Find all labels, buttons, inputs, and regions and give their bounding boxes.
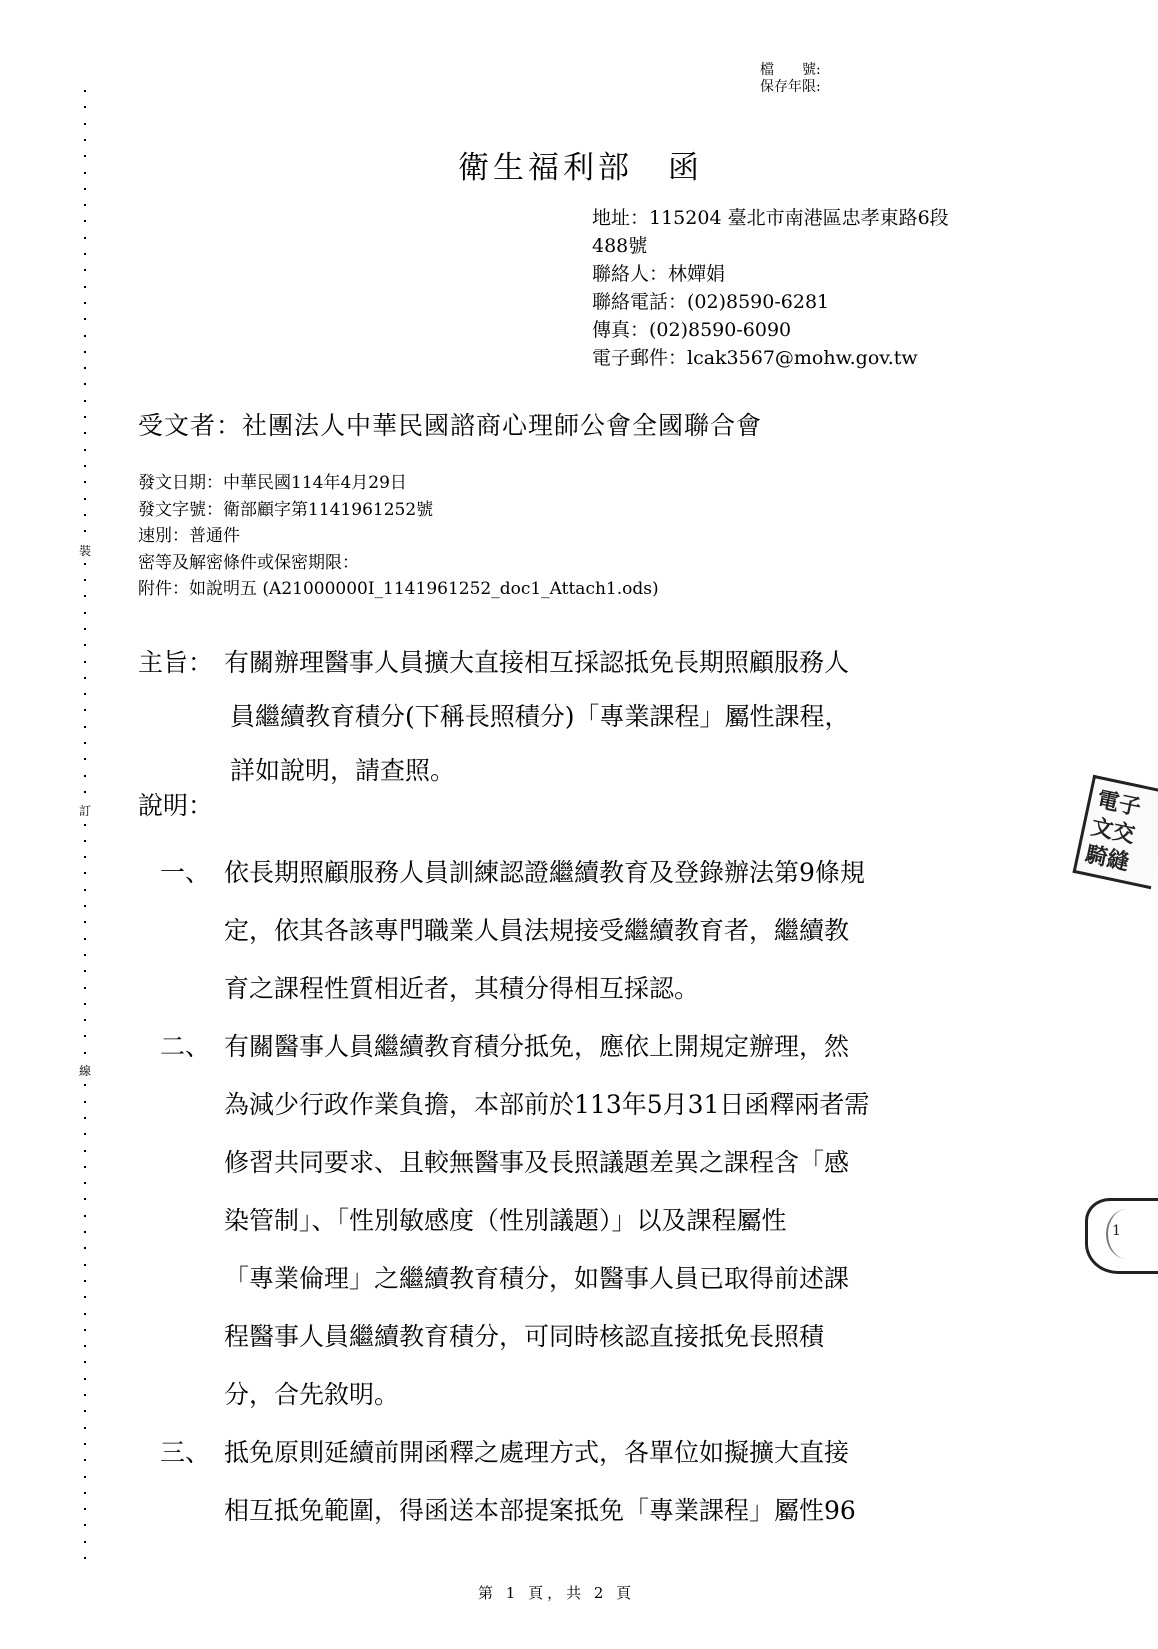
margin-dot	[84, 1524, 86, 1526]
margin-dot	[84, 775, 86, 777]
subject	[138, 636, 850, 798]
margin-dot	[84, 726, 86, 728]
margin-dot	[84, 1101, 86, 1103]
stamp-text-line: 電子	[1094, 786, 1144, 822]
item-number: 二、	[160, 1032, 211, 1061]
item-number: 三、	[160, 1438, 211, 1467]
margin-dot	[84, 595, 86, 597]
item-line: 程醫事人員繼續教育積分，可同時核認直接抵免長照積	[224, 1322, 825, 1351]
electronic-seal-stamp	[1072, 775, 1158, 889]
margin-dot	[84, 1541, 86, 1543]
subject-line-1: 有關辦理醫事人員擴大直接相互採認抵免長期照顧服務人	[224, 648, 850, 677]
margin-dot	[84, 579, 86, 581]
contact-info	[592, 204, 949, 372]
margin-dot	[84, 1247, 86, 1249]
margin-dot	[84, 742, 86, 744]
document-number: 發文字號：衛部顧字第1141961252號	[138, 499, 434, 520]
margin-dot	[84, 954, 86, 956]
margin-dot	[84, 1296, 86, 1298]
margin-dot	[84, 1215, 86, 1217]
margin-dot	[84, 677, 86, 679]
margin-dot	[84, 530, 86, 532]
perforation-seal-icon	[1085, 1198, 1158, 1274]
confidentiality: 密等及解密條件或保密期限：	[138, 552, 359, 573]
margin-dot	[84, 269, 86, 271]
address-line-1: 地址：115204 臺北市南港區忠孝東路6段	[592, 207, 949, 229]
margin-dot	[84, 612, 86, 614]
explanation-items	[160, 844, 1020, 1540]
item-line: 定，依其各該專門職業人員法規接受繼續教育者，繼續教	[224, 916, 850, 945]
margin-dot	[84, 1459, 86, 1461]
margin-dot	[84, 1150, 86, 1152]
margin-dot	[84, 188, 86, 190]
margin-dot	[84, 514, 86, 516]
margin-dot	[84, 1264, 86, 1266]
margin-dot	[84, 905, 86, 907]
explanation-item-1	[160, 844, 1020, 1018]
margin-dot	[84, 1133, 86, 1135]
stamp-text-line: 文交	[1088, 813, 1138, 849]
margin-dot	[84, 237, 86, 239]
address-line-2: 488號	[592, 235, 648, 257]
margin-dot	[84, 1508, 86, 1510]
margin-dot	[84, 220, 86, 222]
margin-dot	[84, 1084, 86, 1086]
margin-dot	[84, 253, 86, 255]
margin-dot	[84, 400, 86, 402]
contact-email: 電子郵件：lcak3567@mohw.gov.tw	[592, 347, 918, 369]
margin-dot	[84, 351, 86, 353]
margin-dot	[84, 449, 86, 451]
margin-dot	[84, 661, 86, 663]
margin-dot	[84, 1035, 86, 1037]
margin-dot	[84, 498, 86, 500]
recipient: 受文者：社團法人中華民國諮商心理師公會全國聯合會	[138, 411, 763, 440]
margin-dot	[84, 1443, 86, 1445]
item-line: 染管制」、「性別敏感度（性別議題）」以及課程屬性	[224, 1206, 787, 1235]
margin-dot	[84, 1280, 86, 1282]
explanation-item-3	[160, 1424, 1020, 1540]
margin-dot	[84, 970, 86, 972]
item-line: 依長期照顧服務人員訓練認證繼續教育及登錄辦法第9條規	[224, 858, 865, 887]
margin-dot	[84, 1166, 86, 1168]
margin-dot	[84, 872, 86, 874]
subject-label: 主旨：	[138, 648, 214, 677]
margin-dot	[84, 204, 86, 206]
binding-mark-zhuang: 裝	[75, 542, 95, 559]
binding-margin	[78, 90, 91, 1560]
margin-dot	[84, 383, 86, 385]
margin-dot	[84, 286, 86, 288]
margin-dot	[84, 1394, 86, 1396]
margin-dot	[84, 628, 86, 630]
margin-dot	[84, 139, 86, 141]
margin-dot	[84, 1492, 86, 1494]
priority: 速別：普通件	[138, 526, 240, 546]
page-indicator: 第 1 頁，共 2 頁	[478, 1584, 636, 1602]
subject-line-2: 員繼續教育積分(下稱長照積分)「專業課程」屬性課程，	[230, 702, 850, 731]
attachment: 附件：如說明五 (A21000000I_1141961252_doc1_Attach1.ods)	[138, 579, 659, 599]
margin-dot	[84, 318, 86, 320]
item-line: 為減少行政作業負擔，本部前於113年5月31日函釋兩者需	[224, 1090, 870, 1119]
margin-dot	[84, 1427, 86, 1429]
binding-mark-ding: 訂	[75, 802, 95, 819]
item-line: 育之課程性質相近者，其積分得相互採認。	[224, 974, 700, 1003]
binding-mark-xian: 線	[75, 1062, 95, 1079]
margin-dot	[84, 824, 86, 826]
margin-dot	[84, 1313, 86, 1315]
margin-dot	[84, 90, 86, 92]
margin-dot	[84, 856, 86, 858]
margin-dot	[84, 1476, 86, 1478]
issue-date: 發文日期：中華民國114年4月29日	[138, 473, 407, 493]
margin-dot	[84, 1557, 86, 1559]
margin-dot	[84, 987, 86, 989]
margin-dot	[84, 1345, 86, 1347]
explanation-item-2	[160, 1018, 1020, 1424]
contact-phone: 聯絡電話：(02)8590-6281	[592, 291, 830, 313]
margin-dot	[84, 1052, 86, 1054]
retention-period-label: 保存年限:	[760, 79, 821, 95]
file-meta	[760, 62, 821, 96]
margin-dot	[84, 123, 86, 125]
stamp-text-line: 騎縫	[1082, 841, 1132, 876]
item-line: 分，合先敘明。	[224, 1380, 400, 1409]
margin-dot	[84, 1019, 86, 1021]
margin-dot	[84, 1231, 86, 1233]
contact-person: 聯絡人：林嬋娟	[592, 263, 726, 285]
item-number: 一、	[160, 858, 211, 887]
explanation-label: 說明：	[138, 791, 214, 820]
margin-dot	[84, 938, 86, 940]
item-line: 修習共同要求、且較無醫事及長照議題差異之課程含「感	[224, 1148, 850, 1177]
subject-line-3: 詳如說明，請查照。	[230, 756, 456, 785]
item-line: 相互抵免範圍，得函送本部提案抵免「專業課程」屬性96	[224, 1496, 856, 1525]
margin-dot	[84, 335, 86, 337]
margin-dot	[84, 709, 86, 711]
margin-dot	[84, 1117, 86, 1119]
margin-dot	[84, 1329, 86, 1331]
margin-dot	[84, 1378, 86, 1380]
margin-dot	[84, 106, 86, 108]
margin-dot	[84, 791, 86, 793]
item-line: 抵免原則延續前開函釋之處理方式，各單位如擬擴大直接	[224, 1438, 850, 1467]
margin-dot	[84, 432, 86, 434]
margin-dot	[84, 889, 86, 891]
margin-dot	[84, 465, 86, 467]
margin-dot	[84, 302, 86, 304]
margin-dot	[84, 921, 86, 923]
margin-dot	[84, 563, 86, 565]
margin-dot	[84, 172, 86, 174]
margin-dot	[84, 1410, 86, 1412]
margin-dot	[84, 416, 86, 418]
margin-dot	[84, 1003, 86, 1005]
margin-dot	[84, 644, 86, 646]
item-line: 有關醫事人員繼續教育積分抵免，應依上開規定辦理，然	[224, 1032, 850, 1061]
margin-dot	[84, 1361, 86, 1363]
margin-dot	[84, 840, 86, 842]
seal-number: 1	[1112, 1223, 1121, 1239]
document-title: 衛生福利部 函	[458, 150, 703, 186]
margin-dot	[84, 481, 86, 483]
margin-dot	[84, 1198, 86, 1200]
margin-dot	[84, 1182, 86, 1184]
contact-fax: 傳真：(02)8590-6090	[592, 319, 792, 341]
margin-dot	[84, 155, 86, 157]
item-line: 「專業倫理」之繼續教育積分，如醫事人員已取得前述課	[224, 1264, 850, 1293]
margin-dot	[84, 367, 86, 369]
margin-dot	[84, 693, 86, 695]
document-info	[138, 470, 659, 603]
file-number-label: 檔 號:	[760, 62, 821, 78]
margin-dot	[84, 758, 86, 760]
